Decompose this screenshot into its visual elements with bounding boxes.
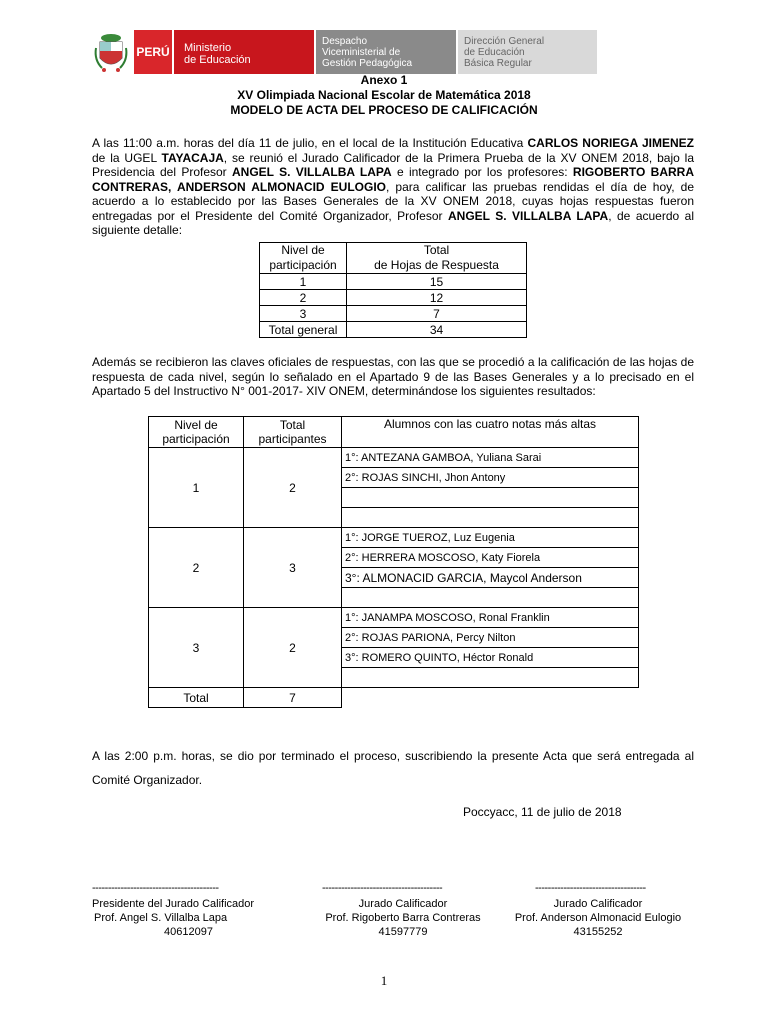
signature-line: -------------------------------------- [322, 882, 443, 894]
closing-paragraph: A las 2:00 p.m. horas, se dio por terminado el proceso, suscribiendo la presente Acta que será entregada al Comité Organizador. [92, 749, 694, 787]
table-row: 2°: HERRERA MOSCOSO, Katy Fiorela [149, 548, 639, 568]
table-row: Total general 34 [260, 322, 527, 338]
table-row: Total 7 [149, 688, 639, 708]
peru-label: PERÚ [134, 30, 172, 74]
table-row: 1 15 [260, 274, 527, 290]
table-row: 3°: ROMERO QUINTO, Héctor Ronald [149, 648, 639, 668]
table-row: 2°: ROJAS SINCHI, Jhon Antony [149, 468, 639, 488]
office-label: Despacho Viceministerial de Gestión Pedagógica [316, 30, 456, 74]
table-row: 3 7 [260, 306, 527, 322]
header-logos [92, 30, 597, 75]
annex-title: Anexo 1 [360, 73, 408, 87]
signature-block-member1: Jurado Calificador Prof. Rigoberto Barra Contreras 41597779 [325, 898, 481, 938]
table-row: 3°: ALMONACID GARCIA, Maycol Anderson [149, 568, 639, 588]
ministry-label: Ministerio de Educación [174, 30, 314, 74]
table-row: 2°: ROJAS PARIONA, Percy Nilton [149, 628, 639, 648]
signature-block-member2: Jurado Calificador Prof. Anderson Almonacid Eulogio 43155252 [514, 898, 682, 938]
direction-label: Dirección General de Educación Básica Regular [458, 30, 597, 74]
table-row: 2 12 [260, 290, 527, 306]
place-date: Poccyacc, 11 de julio de 2018 [463, 805, 622, 819]
signature-line: ----------------------------------- [535, 882, 646, 894]
table-row: 1 2 1°: ANTEZANA GAMBOA, Yuliana Sarai [149, 448, 639, 468]
table-header-row: Nivel de participación Total de Hojas de Respuesta [260, 243, 527, 274]
table-row: 3 2 1°: JANAMPA MOSCOSO, Ronal Franklin [149, 608, 639, 628]
doc-title-line1: XV Olimpiada Nacional Escolar de Matemática 2018 [237, 88, 531, 102]
results-paragraph: Además se recibieron las claves oficiales de respuestas, con las que se procedió a la calificación de las hojas de respuesta de cada nivel, según lo señalado en el Apartado 9 de las Bases Generales y a lo precisado en el Apartado 5 del Instructivo N° 001-2017- XIV ONEM, determinándose los siguientes resultados: [92, 355, 694, 398]
results-table [148, 416, 639, 708]
sheets-table [259, 242, 527, 338]
signature-block-president: Presidente del Jurado Calificador Prof. Angel S. Villalba Lapa 40612097 [92, 898, 255, 938]
signature-line: ---------------------------------------- [92, 882, 219, 894]
coat-of-arms-icon [92, 30, 130, 74]
table-row: 2 3 1°: JORGE TUEROZ, Luz Eugenia [149, 528, 639, 548]
table-header-row: Nivel de participación Total participantes Alumnos con las cuatro notas más altas [149, 417, 639, 448]
doc-title-line2: MODELO DE ACTA DEL PROCESO DE CALIFICACIÓN [230, 103, 538, 117]
page-number: 1 [380, 973, 388, 988]
intro-paragraph: A las 11:00 a.m. horas del día 11 de julio, en el local de la Institución Educativa CARLOS NORIEGA JIMENEZ de la UGEL TAYACAJA, se reunió el Jurado Calificador de la Primera Prueba de la XV ONEM 2018, bajo la Presidencia del Profesor ANGEL S. VILLALBA LAPA e integrado por los profesores: RIGOBERTO BARRA CONTRERAS, ANDERSON ALMONACID EULOGIO, para calificar las pruebas rendidas el día de hoy, de acuerdo a lo establecido por las Bases Generales de la XV ONEM 2018, cuyas hojas respuestas fueron entregadas por el Presidente del Comité Organizador, Profesor ANGEL S. VILLALBA LAPA, de acuerdo al siguiente detalle: [92, 136, 695, 237]
